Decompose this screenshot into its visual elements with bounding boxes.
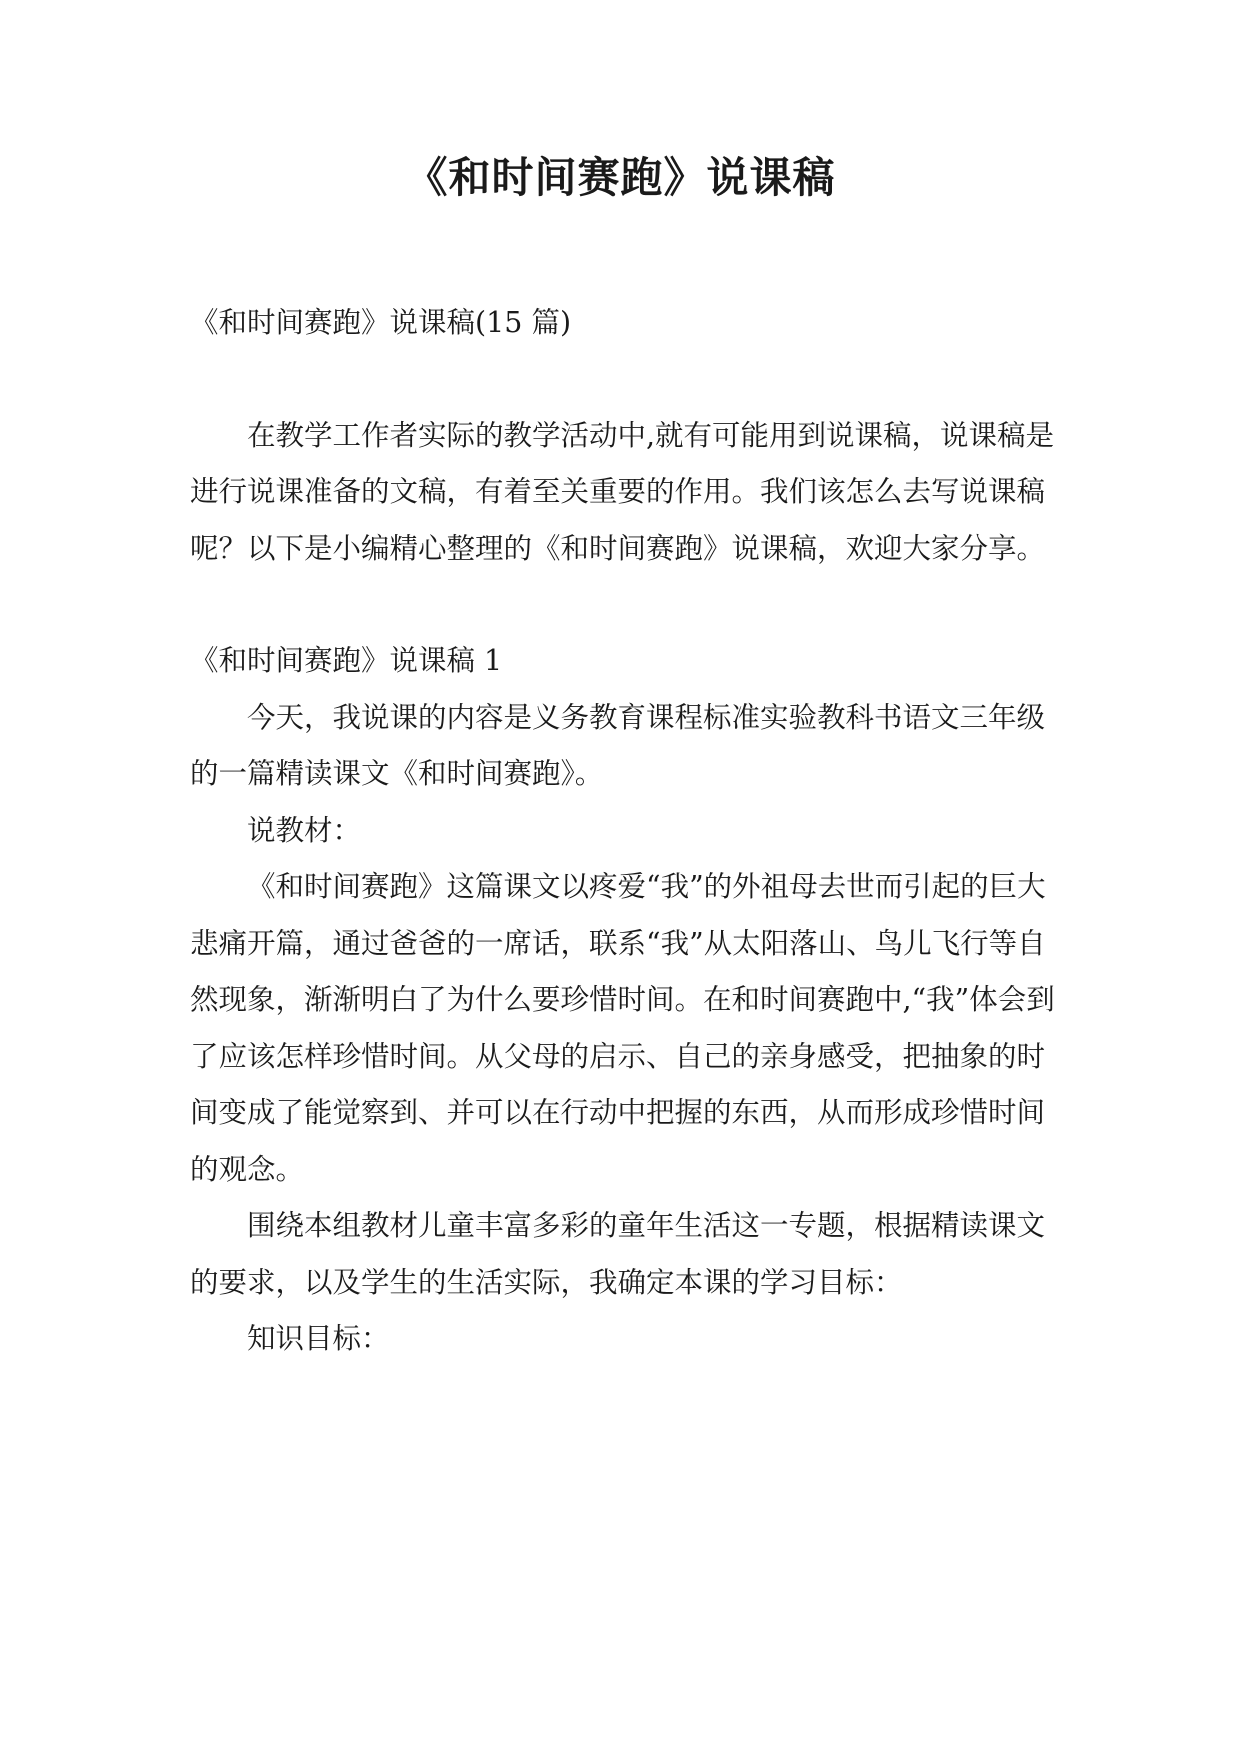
intro-paragraph: 在教学工作者实际的教学活动中,就有可能用到说课稿，说课稿是进行说课准备的文稿，有着至关重要的作用。我们该怎么去写说课稿呢？以下是小编精心整理的《和时间赛跑》说课稿，欢迎大家分享。 bbox=[190, 418, 1055, 565]
paragraph-learning-goals: 围绕本组教材儿童丰富多彩的童年生活这一专题，根据精读课文的要求，以及学生的生活实际，我确定本课的学习目标： bbox=[190, 1209, 1046, 1299]
paragraph-lesson-content: 今天，我说课的内容是义务教育课程标准实验教科书语文三年级的一篇精读课文《和时间赛跑》。 bbox=[190, 700, 1046, 790]
document-subtitle: 《和时间赛跑》说课稿(15 篇) bbox=[190, 306, 572, 339]
paragraph-knowledge-goals: 知识目标： bbox=[247, 1322, 390, 1355]
paragraph-textbook-analysis: 《和时间赛跑》这篇课文以疼爱“我”的外祖母去世而引起的巨大悲痛开篇，通过爸爸的一席话，联系“我”从太阳落山、鸟儿飞行等自然现象，渐渐明白了为什么要珍惜时间。在和时间赛跑中,“我”体会到了应该怎样珍惜时间。从父母的启示、自己的亲身感受，把抽象的时间变成了能觉察到、并可以在行动中把握的东西，从而形成珍惜时间的观念。 bbox=[190, 870, 1055, 1186]
section-heading: 《和时间赛跑》说课稿 1 bbox=[190, 644, 503, 677]
paragraph-textbook-heading: 说教材： bbox=[247, 813, 362, 847]
document-title: 《和时间赛跑》说课稿 bbox=[405, 153, 836, 202]
document-body bbox=[190, 295, 1060, 1368]
